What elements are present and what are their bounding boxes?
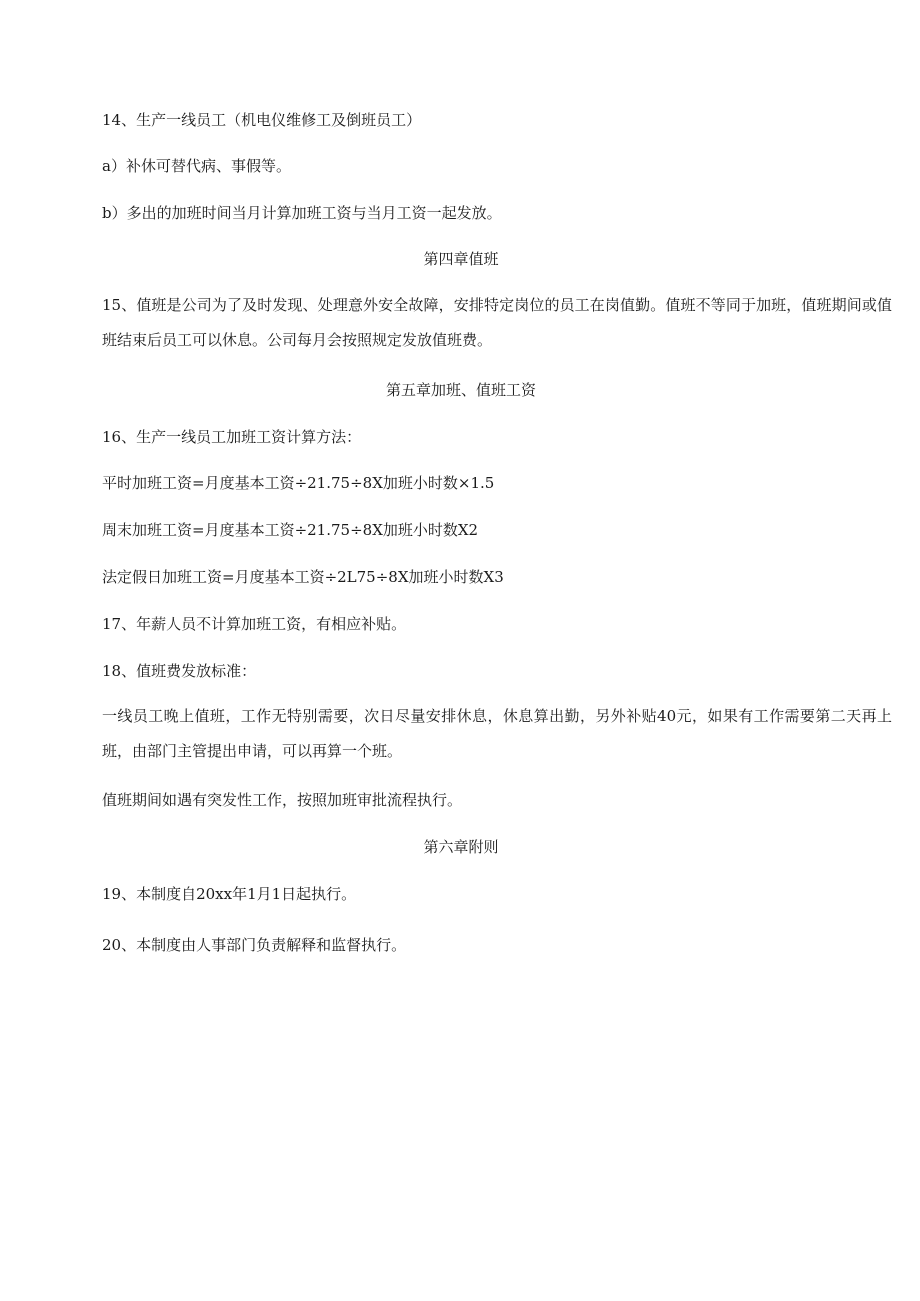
item-18-note: 值班期间如遇有突发性工作，按照加班审批流程执行。 xyxy=(102,791,463,809)
item-15: 15、值班是公司为了及时发现、处理意外安全故障，安排特定岗位的员工在岗值勤。值班不等同于加班，值班期间或值班结束后员工可以休息。公司每月会按照规定发放值班费。 xyxy=(102,296,892,349)
chapter-4-heading: 第四章值班 xyxy=(423,250,499,268)
item-14-b: b）多出的加班时间当月计算加班工资与当月工资一起发放。 xyxy=(102,204,502,222)
formula-weekend: 周末加班工资=月度基本工资÷21.75÷8X加班小时数X2 xyxy=(102,521,479,539)
item-16: 16、生产一线员工加班工资计算方法： xyxy=(102,428,362,446)
item-18: 18、值班费发放标准： xyxy=(102,662,257,680)
formula-holiday: 法定假日加班工资=月度基本工资÷2L75÷8X加班小时数X3 xyxy=(102,568,504,586)
item-14-a: a）补休可替代病、事假等。 xyxy=(102,157,291,175)
chapter-5-heading: 第五章加班、值班工资 xyxy=(385,381,536,399)
item-14: 14、生产一线员工（机电仪维修工及倒班员工） xyxy=(102,111,422,129)
item-18-detail: 一线员工晚上值班，工作无特别需要，次日尽量安排休息，休息算出勤，另外补贴40元，如果有工作需要第二天再上班，由部门主管提出申请，可以再算一个班。 xyxy=(102,707,892,760)
item-20: 20、本制度由人事部门负责解释和监督执行。 xyxy=(102,936,407,954)
item-19: 19、本制度自20xx年1月1日起执行。 xyxy=(102,885,357,903)
formula-weekday: 平时加班工资=月度基本工资÷21.75÷8X加班小时数×1.5 xyxy=(102,474,495,492)
chapter-6-heading: 第六章附则 xyxy=(423,838,499,856)
item-17: 17、年薪人员不计算加班工资，有相应补贴。 xyxy=(102,615,407,633)
